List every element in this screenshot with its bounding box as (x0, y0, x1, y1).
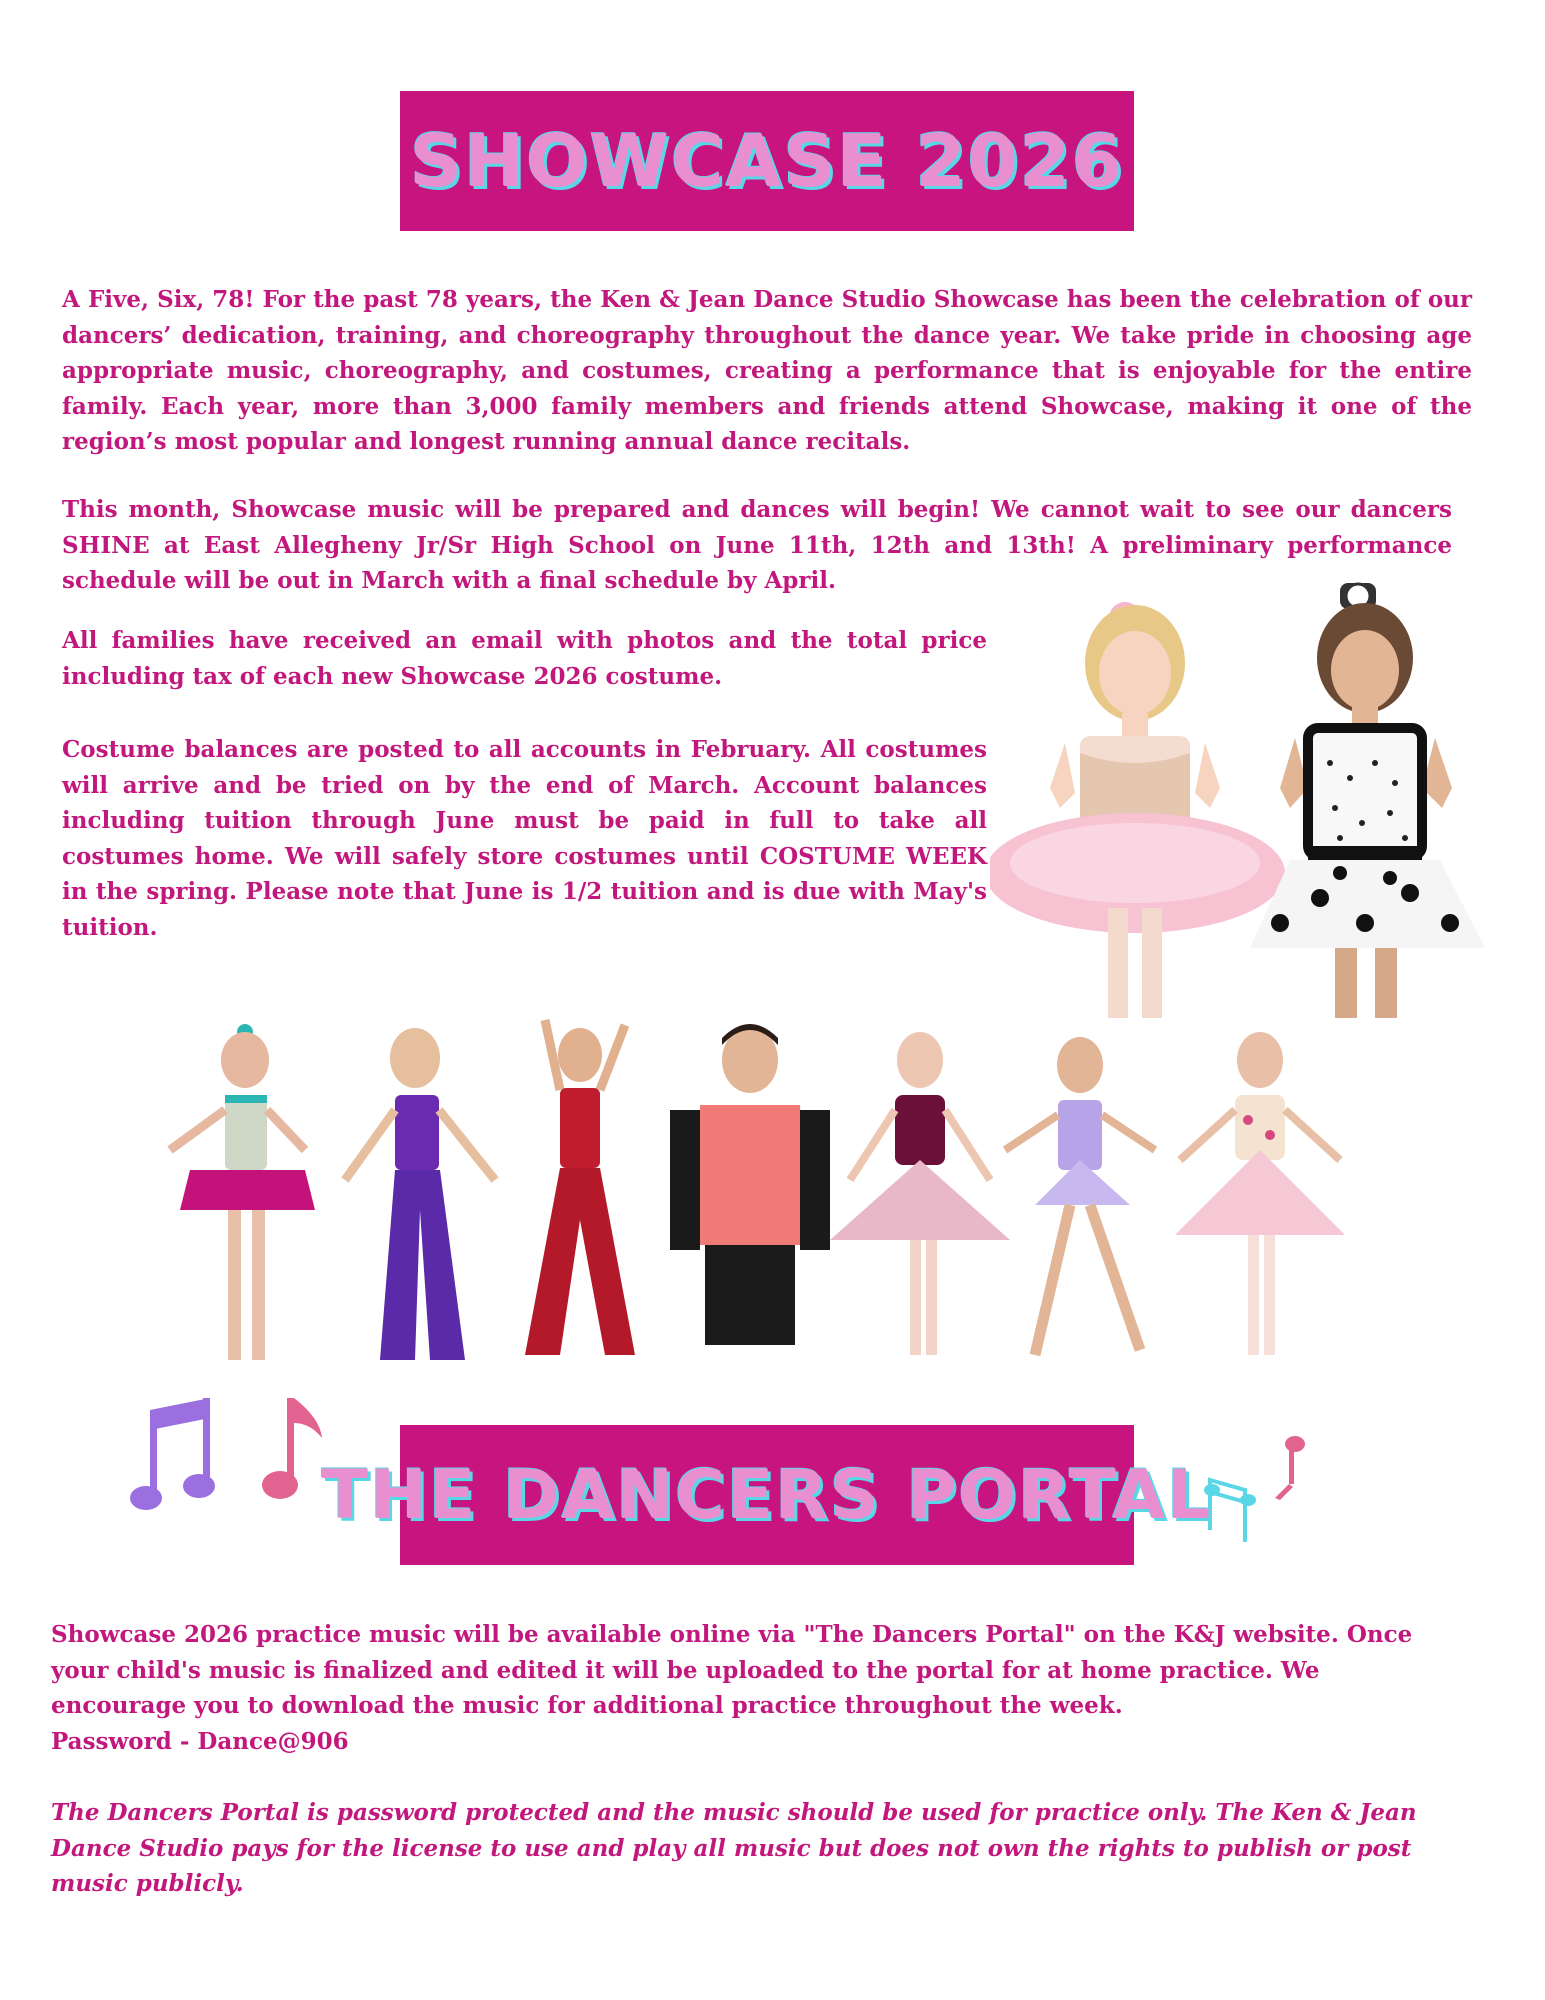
music-note-single-icon (250, 1393, 330, 1508)
portal-disclaimer: The Dancers Portal is password protected and the music should be used for practice only. The Ken & Jean Dance Studio pays for the license to use and play all music but does not own the rights to publish or post music publicly. (51, 1799, 1417, 1897)
dancers-row-photo (130, 1010, 1390, 1375)
portal-info (51, 1617, 1491, 1759)
two-dancers-photo (990, 578, 1500, 1028)
dancers-portal-title: THE DANCERS PORTAL (321, 1455, 1213, 1535)
showcase-schedule-paragraph: This month, Showcase music will be prepared and dances will begin! We cannot wait to see our dancers SHINE at East Allegheny Jr/Sr High School on June 11th, 12th and 13th! A preliminary performance schedule will be out in March with a final schedule by April. (62, 496, 1452, 594)
costume-balance-paragraph: Costume balances are posted to all accounts in February. All costumes will arrive and be tried on by the end of March. Account balances including tuition through June must be paid in full to take all costumes home. We will safely store costumes until COSTUME WEEK in the spring. Please note that June is 1/2 tuition and is due with May's tuition. (62, 736, 987, 941)
showcase-banner (400, 91, 1134, 231)
music-note-small-icon (1265, 1432, 1310, 1502)
showcase-intro-paragraph: A Five, Six, 78! For the past 78 years, the Ken & Jean Dance Studio Showcase has been the celebration of our dancers’ dedication, training, and choreography throughout the dance year. We take pride in choosing age appropriate music, choreography, and costumes, creating a performance that is enjoyable for the entire family. Each year, more than 3,000 family members and friends attend Showcase, making it one of the region’s most popular and longest running annual dance recitals. (62, 286, 1472, 455)
portal-line: encourage you to download the music for additional practice throughout the week. (51, 1692, 1123, 1719)
showcase-title: SHOWCASE 2026 (410, 119, 1124, 203)
dancers-portal-banner (321, 1425, 1213, 1565)
portal-line: Showcase 2026 practice music will be available online via "The Dancers Portal" on the K&J website. Once (51, 1621, 1413, 1648)
music-note-double-icon (128, 1390, 218, 1515)
portal-password: Password - Dance@906 (51, 1727, 349, 1755)
costume-email-paragraph: All families have received an email with photos and the total price including tax of each new Showcase 2026 costume. (62, 627, 987, 690)
portal-line: your child's music is finalized and edited it will be uploaded to the portal for at home practice. We (51, 1656, 1320, 1684)
